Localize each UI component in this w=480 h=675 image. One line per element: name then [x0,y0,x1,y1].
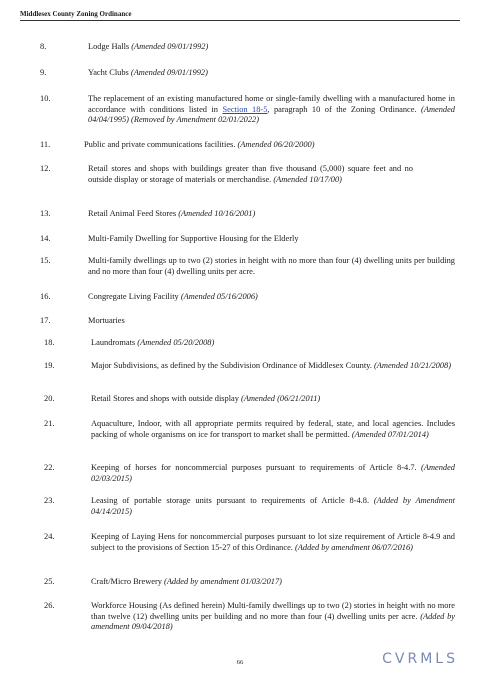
item-number: 25. [44,577,55,586]
list-item [40,209,455,220]
list-item [40,532,455,553]
item-text: Keeping of Laying Hens for noncommercial purposes pursuant to lot size requirement of Article 8-4.9 and subject to the provisions of Section 15-27 of this Ordinance. [91,532,455,552]
item-text: Keeping of horses for noncommercial purposes pursuant to requirements of Article 8-4.7. [91,463,422,472]
item-text: Aquaculture, Indoor, with all appropriate permits required by federal, state, and local agencies. Includes packing of whole organisms on ice for transport to market shall be permitted. [91,419,455,439]
list-item [40,164,455,185]
item-text: Retail stores and shops with buildings greater than five thousand (5,000) square feet and no outside display or storage of materials or merchandise. [88,164,413,184]
list-item [40,394,455,405]
item-amendment: (Amended 05/16/2006) [180,292,258,301]
item-text: Workforce Housing (As defined herein) Multi-family dwellings up to two (2) stories in height with no more than twelve (12) dwelling units per building and no more than four (4) dwelling units per acre. [91,601,455,621]
item-amendment: (Added by amendment 06/07/2016) [295,542,413,552]
item-text: Retail Animal Feed Stores [88,209,179,218]
list-item [40,140,455,151]
item-text: Retail Stores and shops with outside display [91,394,242,403]
item-text: Multi-Family Dwelling for Supportive Housing for the Elderly [88,234,299,243]
item-number: 26. [44,601,55,610]
item-text: Craft/Micro Brewery [91,577,165,586]
item-amendment: (Amended 09/01/1992) [130,68,208,77]
list-item [40,419,455,440]
item-amendment: (Amended 05/20/2008) [137,338,215,347]
item-text: Congregate Living Facility [88,292,181,301]
item-text: Public and private communications facilities. [84,140,238,149]
watermark-logo: CVRMLS [382,651,458,667]
item-text: Major Subdivisions, as defined by the Subdivision Ordinance of Middlesex County. [91,361,375,370]
item-text: Mortuaries [88,316,125,325]
section-link[interactable]: Section 18-5 [222,104,268,114]
list-item [40,601,455,633]
item-number: 19. [44,361,55,370]
item-amendment: (Amended 07/01/2014) [351,429,429,439]
page-number: 66 [236,659,244,666]
item-amendment: (Amended 04/04/1995) (Removed by Amendment 02/01/2022) [88,104,455,125]
list-item [40,338,455,349]
list-item [40,361,455,372]
item-number: 12. [40,164,51,173]
item-number: 9. [40,68,47,77]
item-amendment: (Amended (06/21/2011) [241,394,321,403]
list-item [40,94,455,126]
item-number: 17. [40,316,51,325]
list-item [40,577,455,588]
item-text: Laundromats [91,338,138,347]
item-number: 8. [40,42,47,51]
item-number: 20. [44,394,55,403]
item-number: 13. [40,209,51,218]
item-amendment: (Added by amendment 01/03/2017) [164,577,282,586]
item-amendment: (Amended 06/20/2000) [237,140,315,149]
item-number: 11. [40,140,51,149]
item-amendment: (Amended 10/17/00) [273,174,342,184]
item-number: 16. [40,292,51,301]
item-number: 21. [44,419,55,428]
item-text: Yacht Clubs [88,68,131,77]
item-amendment: (Added by amendment 09/04/2018) [91,611,455,632]
item-number: 10. [40,94,51,103]
list-item [40,496,455,517]
item-text-continued: , paragraph 10 of the Zoning Ordinance. [267,104,422,114]
item-amendment: (Amended 10/21/2008) [374,361,452,370]
item-number: 24. [44,532,55,541]
item-amendment: (Amended 10/16/2001) [178,209,256,218]
list-item [40,316,455,327]
item-amendment: (Added by Amendment 04/14/2015) [91,496,455,516]
item-number: 14. [40,234,51,243]
item-text: Multi-family dwellings up to two (2) stories in height with no more than four (4) dwelling units per building and no more than four (4) dwelling units per acre. [88,256,455,276]
list-item [40,292,455,303]
list-item [40,42,455,53]
item-number: 23. [44,496,55,505]
list-item [40,463,455,484]
item-amendment: (Amended 02/03/2015) [91,463,455,483]
document-header: Middlesex County Zoning Ordinance [20,10,460,21]
list-item [40,68,455,79]
list-item [40,234,455,245]
item-text: Lodge Halls [88,42,132,51]
item-number: 15. [40,256,51,265]
item-number: 18. [44,338,55,347]
item-amendment: (Amended 09/01/1992) [131,42,209,51]
item-text: The replacement of an existing manufactured home or single-family dwelling with a manufactured home in accordance with conditions listed in [88,94,455,114]
item-text: Leasing of portable storage units pursuant to requirements of Article 8-4.8. [91,496,374,505]
list-item [40,256,455,277]
item-number: 22. [44,463,55,472]
